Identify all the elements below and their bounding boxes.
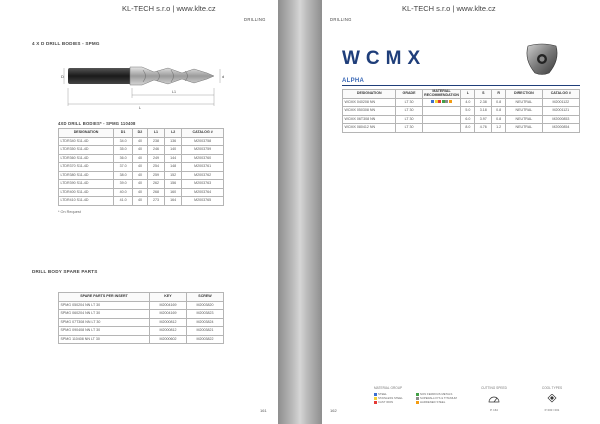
company-header-right: KL-TECH s.r.o | www.klte.cz (402, 4, 496, 13)
table-cell: 40 (133, 171, 148, 180)
column-header: R (492, 90, 506, 99)
table-cell: 259 (147, 171, 164, 180)
column-header: DIRECTION (506, 90, 543, 99)
table-cell: LTDR410 S11-4D (59, 197, 114, 206)
table-cell: NEUTRAL (506, 115, 543, 124)
column-header: SCREW (186, 293, 223, 302)
column-header: CATALOG # (542, 90, 579, 99)
table-cell: LTDR400 S11-4D (59, 188, 114, 197)
table-cell: 262 (147, 180, 164, 189)
table-cell: M2003760 (182, 154, 224, 163)
speed-gauge-icon (488, 395, 500, 403)
table-cell: M2001121 (542, 107, 579, 116)
table-row (343, 124, 580, 133)
page-number-left: 161 (260, 408, 267, 413)
table-cell: 273 (147, 197, 164, 206)
legend-label: NON FERROUS METALS (420, 392, 453, 396)
drill-bodies-title: 4 X D DRILL BODIES - SPMG (32, 41, 100, 46)
table-cell: SPMG 090408 NN LT 30 (59, 327, 150, 336)
table-cell: M2003821 (186, 327, 223, 336)
legend-swatch (374, 401, 377, 404)
table-cell: 152 (165, 171, 182, 180)
legend-item (374, 400, 416, 404)
legend-label: CAST IRON (378, 400, 394, 404)
table-note: * On Request (58, 210, 81, 214)
table-cell: SPMG 050204 NN LT 30 (59, 301, 150, 310)
table-cell: LTDR390 S11-4D (59, 180, 114, 189)
coolant-icon (547, 394, 557, 403)
legend-label: SUPERALLOYS & TITANIUM (420, 396, 457, 400)
table-cell: WCMX 040208 NN (343, 98, 396, 107)
spare-parts-title: DRILL BODY SPARE PARTS (32, 269, 98, 274)
table-cell: 0.8 (492, 107, 506, 116)
table-cell: 40 (133, 197, 148, 206)
column-header: D2 (133, 129, 148, 138)
table-cell: 37.0 (114, 163, 133, 172)
legend-coolant: COOL TYPES P. 000 / 001 (541, 386, 563, 412)
table-cell: WCMX 06T308 NN (343, 115, 396, 124)
column-header: GRADE (396, 90, 422, 99)
table-row (59, 335, 224, 344)
column-header: MATERIAL RECOMMENDATION (424, 89, 459, 97)
table-cell: 6.0 (461, 115, 475, 124)
table-cell: 3.97 (475, 115, 492, 124)
l1-label: L1 (172, 90, 176, 94)
table-cell: 238 (147, 137, 164, 146)
table-cell: 8.0 (461, 124, 475, 133)
legend-item (416, 400, 468, 404)
table-cell: 36.0 (114, 154, 133, 163)
legend-label: STEEL (378, 392, 387, 396)
table-row (59, 188, 224, 197)
table-cell: LTDR340 S11-4D (59, 137, 114, 146)
table-cell: M2000812 (149, 327, 186, 336)
l2-label: L (139, 106, 141, 110)
material-color-swatch (449, 100, 452, 103)
column-header: KEY (149, 293, 186, 302)
column-header: SPARE PARTS PER INSERT (59, 293, 150, 302)
table-cell: SPMG 060204 NN LT 30 (59, 310, 150, 319)
table-cell: NEUTRAL (506, 124, 543, 133)
table-row (59, 146, 224, 155)
table-cell: SPMG 110408 NN LT 30 (59, 335, 150, 344)
table-row (59, 163, 224, 172)
table-row (59, 154, 224, 163)
table-cell: M2004169 (149, 301, 186, 310)
table-cell: M2003758 (182, 137, 224, 146)
table-row (59, 327, 224, 336)
legend-cutting-speed: CUTTING SPEED P. 164 (481, 386, 507, 412)
table-row (59, 301, 224, 310)
table-cell: M2000812 (149, 318, 186, 327)
table-cell: 40.0 (114, 188, 133, 197)
left-page (0, 0, 278, 424)
table-cell: 40 (133, 163, 148, 172)
table-row (59, 171, 224, 180)
table-cell: 3.18 (475, 107, 492, 116)
d1-label: d (222, 74, 225, 79)
table-cell: LT 30 (396, 98, 422, 107)
section-label-right: DRILLING (330, 17, 352, 22)
column-header: DESIGNATION (59, 129, 114, 138)
drill-body-drawing (44, 55, 230, 111)
table-cell: LTDR350 S11-4D (59, 146, 114, 155)
material-recommendation-cell (422, 124, 461, 133)
table-cell: 40 (133, 146, 148, 155)
table-cell: 40 (133, 188, 148, 197)
column-header: L1 (147, 129, 164, 138)
legend-material-group: MATERIAL GROUP STEEL NON FERROUS METALS STAINLESS STEEL SUPERALLOYS & TITANIUM CAST IRON HARDENED STEEL (374, 386, 468, 404)
table-cell: 136 (165, 137, 182, 146)
table-cell: M2003820 (186, 301, 223, 310)
table-cell: M2004169 (149, 310, 186, 319)
table-row (59, 137, 224, 146)
table-cell: 160 (165, 188, 182, 197)
table-cell: 34.0 (114, 137, 133, 146)
table-row (59, 318, 224, 327)
table-cell: M2003822 (186, 335, 223, 344)
table-cell: LT 30 (396, 124, 422, 133)
table-cell: 249 (147, 154, 164, 163)
table-row (59, 180, 224, 189)
table-cell: 0.8 (492, 98, 506, 107)
table-cell: 40 (133, 180, 148, 189)
table-cell: NEUTRAL (506, 98, 543, 107)
table-row (59, 197, 224, 206)
series-subtitle: ALPHA (342, 78, 365, 84)
table-cell: LTDR370 S11-4D (59, 163, 114, 172)
table-cell: M2000602 (149, 335, 186, 344)
material-recommendation-cell (422, 98, 461, 107)
table-cell: M2003759 (182, 146, 224, 155)
company-header: KL-TECH s.r.o | www.klte.cz (122, 4, 216, 13)
insert-image (522, 40, 562, 78)
table-cell: WCMX 050308 NN (343, 107, 396, 116)
table-cell: 268 (147, 188, 164, 197)
column-header: CATALOG # (182, 129, 224, 138)
table-cell: M2003764 (182, 188, 224, 197)
book-gutter (278, 0, 322, 424)
table-cell: 156 (165, 180, 182, 189)
subtitle-divider (342, 85, 580, 86)
table-cell: LT 30 (396, 107, 422, 116)
table-cell: 38.0 (114, 171, 133, 180)
table-cell: 40 (133, 137, 148, 146)
table-cell: LTDR380 S11-4D (59, 171, 114, 180)
table-cell: 254 (147, 163, 164, 172)
table-cell: M2000853 (542, 115, 579, 124)
d2-label: D (61, 74, 64, 79)
table-cell: 140 (165, 146, 182, 155)
table-cell: LTDR360 S11-4D (59, 154, 114, 163)
table-row (343, 107, 580, 116)
page-number-right: 162 (330, 408, 337, 413)
table-cell: 35.0 (114, 146, 133, 155)
table-cell: 4.76 (475, 124, 492, 133)
spare-parts-table (58, 292, 224, 344)
table-cell: 148 (165, 163, 182, 172)
table-cell: M2003763 (182, 180, 224, 189)
table-cell: M2003765 (182, 197, 224, 206)
table-cell: 5.0 (461, 107, 475, 116)
table-cell: 40 (133, 154, 148, 163)
legend-swatch (416, 401, 419, 404)
table-cell: 41.0 (114, 197, 133, 206)
section-label: DRILLING (244, 17, 266, 22)
table-cell: 4.0 (461, 98, 475, 107)
table-cell: 0.8 (492, 115, 506, 124)
column-header: L (461, 90, 475, 99)
column-header: D1 (114, 129, 133, 138)
table-cell: SPMG 07T308 NN LT 30 (59, 318, 150, 327)
table-cell: WCMX 080412 NN (343, 124, 396, 133)
legend-label: STAINLESS STEEL (378, 396, 403, 400)
table-cell: M2003824 (186, 318, 223, 327)
table-cell: M2003762 (182, 171, 224, 180)
table-row (343, 115, 580, 124)
wcmx-table (342, 89, 580, 133)
table-cell: NEUTRAL (506, 107, 543, 116)
table-cell: 246 (147, 146, 164, 155)
table-cell: M2000854 (542, 124, 579, 133)
legend-label: HARDENED STEEL (420, 400, 446, 404)
table-cell: LT 30 (396, 115, 422, 124)
table-cell: 144 (165, 154, 182, 163)
product-title: WCMX (342, 48, 427, 69)
table-cell: 2.38 (475, 98, 492, 107)
drill-bodies-table-title: 4XD DRILL BODIES* - SPMG 110408 (58, 121, 136, 126)
material-recommendation-cell (422, 115, 461, 124)
table-cell: 39.0 (114, 180, 133, 189)
table-cell: M2001122 (542, 98, 579, 107)
table-cell: M2003823 (186, 310, 223, 319)
column-header: L2 (165, 129, 182, 138)
column-header: S (475, 90, 492, 99)
table-cell: 1.2 (492, 124, 506, 133)
table-row (343, 98, 580, 107)
table-cell: M2003761 (182, 163, 224, 172)
table-cell: 164 (165, 197, 182, 206)
material-recommendation-cell (422, 107, 461, 116)
column-header: DESIGNATION (343, 90, 396, 99)
right-page (322, 0, 600, 424)
table-row (59, 310, 224, 319)
drill-bodies-table (58, 128, 224, 206)
